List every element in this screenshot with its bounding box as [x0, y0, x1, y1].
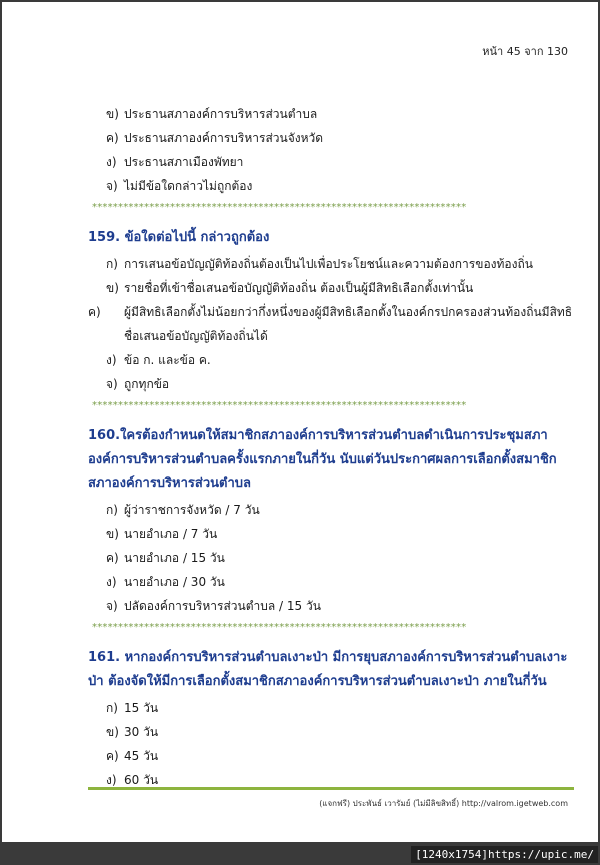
footer-divider [88, 787, 574, 790]
prev-question-options [88, 102, 578, 198]
option: จ) ไม่มีข้อใดกล่าวไม่ถูกต้อง [106, 179, 253, 193]
option: ค) ผู้มีสิทธิเลือกตั้งไม่น้อยกว่ากึ่งหนึ่งของผู้มีสิทธิเลือกตั้งในองค์กรปกครองส่วนท้องถิ่นมีสิทธิชื่อเสนอข้อบัญญัติท้องถิ่นได้ [88, 305, 573, 343]
document-page [2, 2, 598, 842]
image-host-watermark: [1240x1754]https://upic.me/ [411, 846, 598, 863]
option: ค) 45 วัน [106, 749, 159, 763]
question-title: 161. หากองค์การบริหารส่วนตำบลเงาะป่า มีการยุบสภาองค์การบริหารส่วนตำบลเงาะป่า ต้องจัดให้มีการเลือกตั้งสมาชิกสภาองค์การบริหารส่วนตำบลเงาะป่า ภายในกี่วัน [88, 650, 568, 689]
option: ง) 60 วัน [106, 773, 159, 787]
separator: ************************************************************************ [92, 622, 467, 633]
option: ง) ประธานสภาเมืองพัทยา [106, 155, 244, 169]
question-title: 159. ข้อใดต่อไปนี้ กล่าวถูกต้อง [88, 230, 270, 245]
page-content [88, 102, 578, 792]
option: ง) นายอำเภอ / 30 วัน [106, 575, 225, 589]
option: ข) รายชื่อที่เข้าชื่อเสนอข้อบัญญัติท้องถิ่น ต้องเป็นผู้มีสิทธิเลือกตั้งเท่านั้น [106, 281, 474, 295]
option: ข) ประธานสภาองค์การบริหารส่วนตำบล [106, 107, 318, 121]
question-160 [88, 424, 578, 618]
option: ก) 15 วัน [106, 701, 159, 715]
option: ข) นายอำเภอ / 7 วัน [106, 527, 218, 541]
question-title: 160.ใครต้องกำหนดให้สมาชิกสภาองค์การบริหารส่วนตำบลดำเนินการประชุมสภาองค์การบริหารส่วนตำบลครั้งแรกภายในกี่วัน นับแต่วันประกาศผลการเลือกตั้งสมาชิกสภาองค์การบริหารส่วนตำบล [88, 428, 557, 491]
option: ค) ประธานสภาองค์การบริหารส่วนจังหวัด [106, 131, 324, 145]
option: ก) การเสนอข้อบัญญัติท้องถิ่นต้องเป็นไปเพื่อประโยชน์และความต้องการของท้องถิ่น [106, 257, 533, 271]
question-161 [88, 646, 578, 792]
option: ข) 30 วัน [106, 725, 159, 739]
option: ค) นายอำเภอ / 15 วัน [106, 551, 225, 565]
option: ก) ผู้ว่าราชการจังหวัด / 7 วัน [106, 503, 260, 517]
option: จ) ถูกทุกข้อ [106, 377, 170, 391]
separator: ************************************************************************ [92, 202, 467, 213]
option: ง) ข้อ ก. และข้อ ค. [106, 353, 211, 367]
separator: ************************************************************************ [92, 400, 467, 411]
page-footer: (แจกฟรี) ประพันธ์ เวารัมย์ (ไม่มีลิขสิทธิ์) http://valrom.igetweb.com [319, 799, 568, 808]
option: จ) ปลัดองค์การบริหารส่วนตำบล / 15 วัน [106, 599, 321, 613]
question-159 [88, 226, 578, 396]
page-indicator: หน้า 45 จาก 130 [482, 45, 568, 58]
